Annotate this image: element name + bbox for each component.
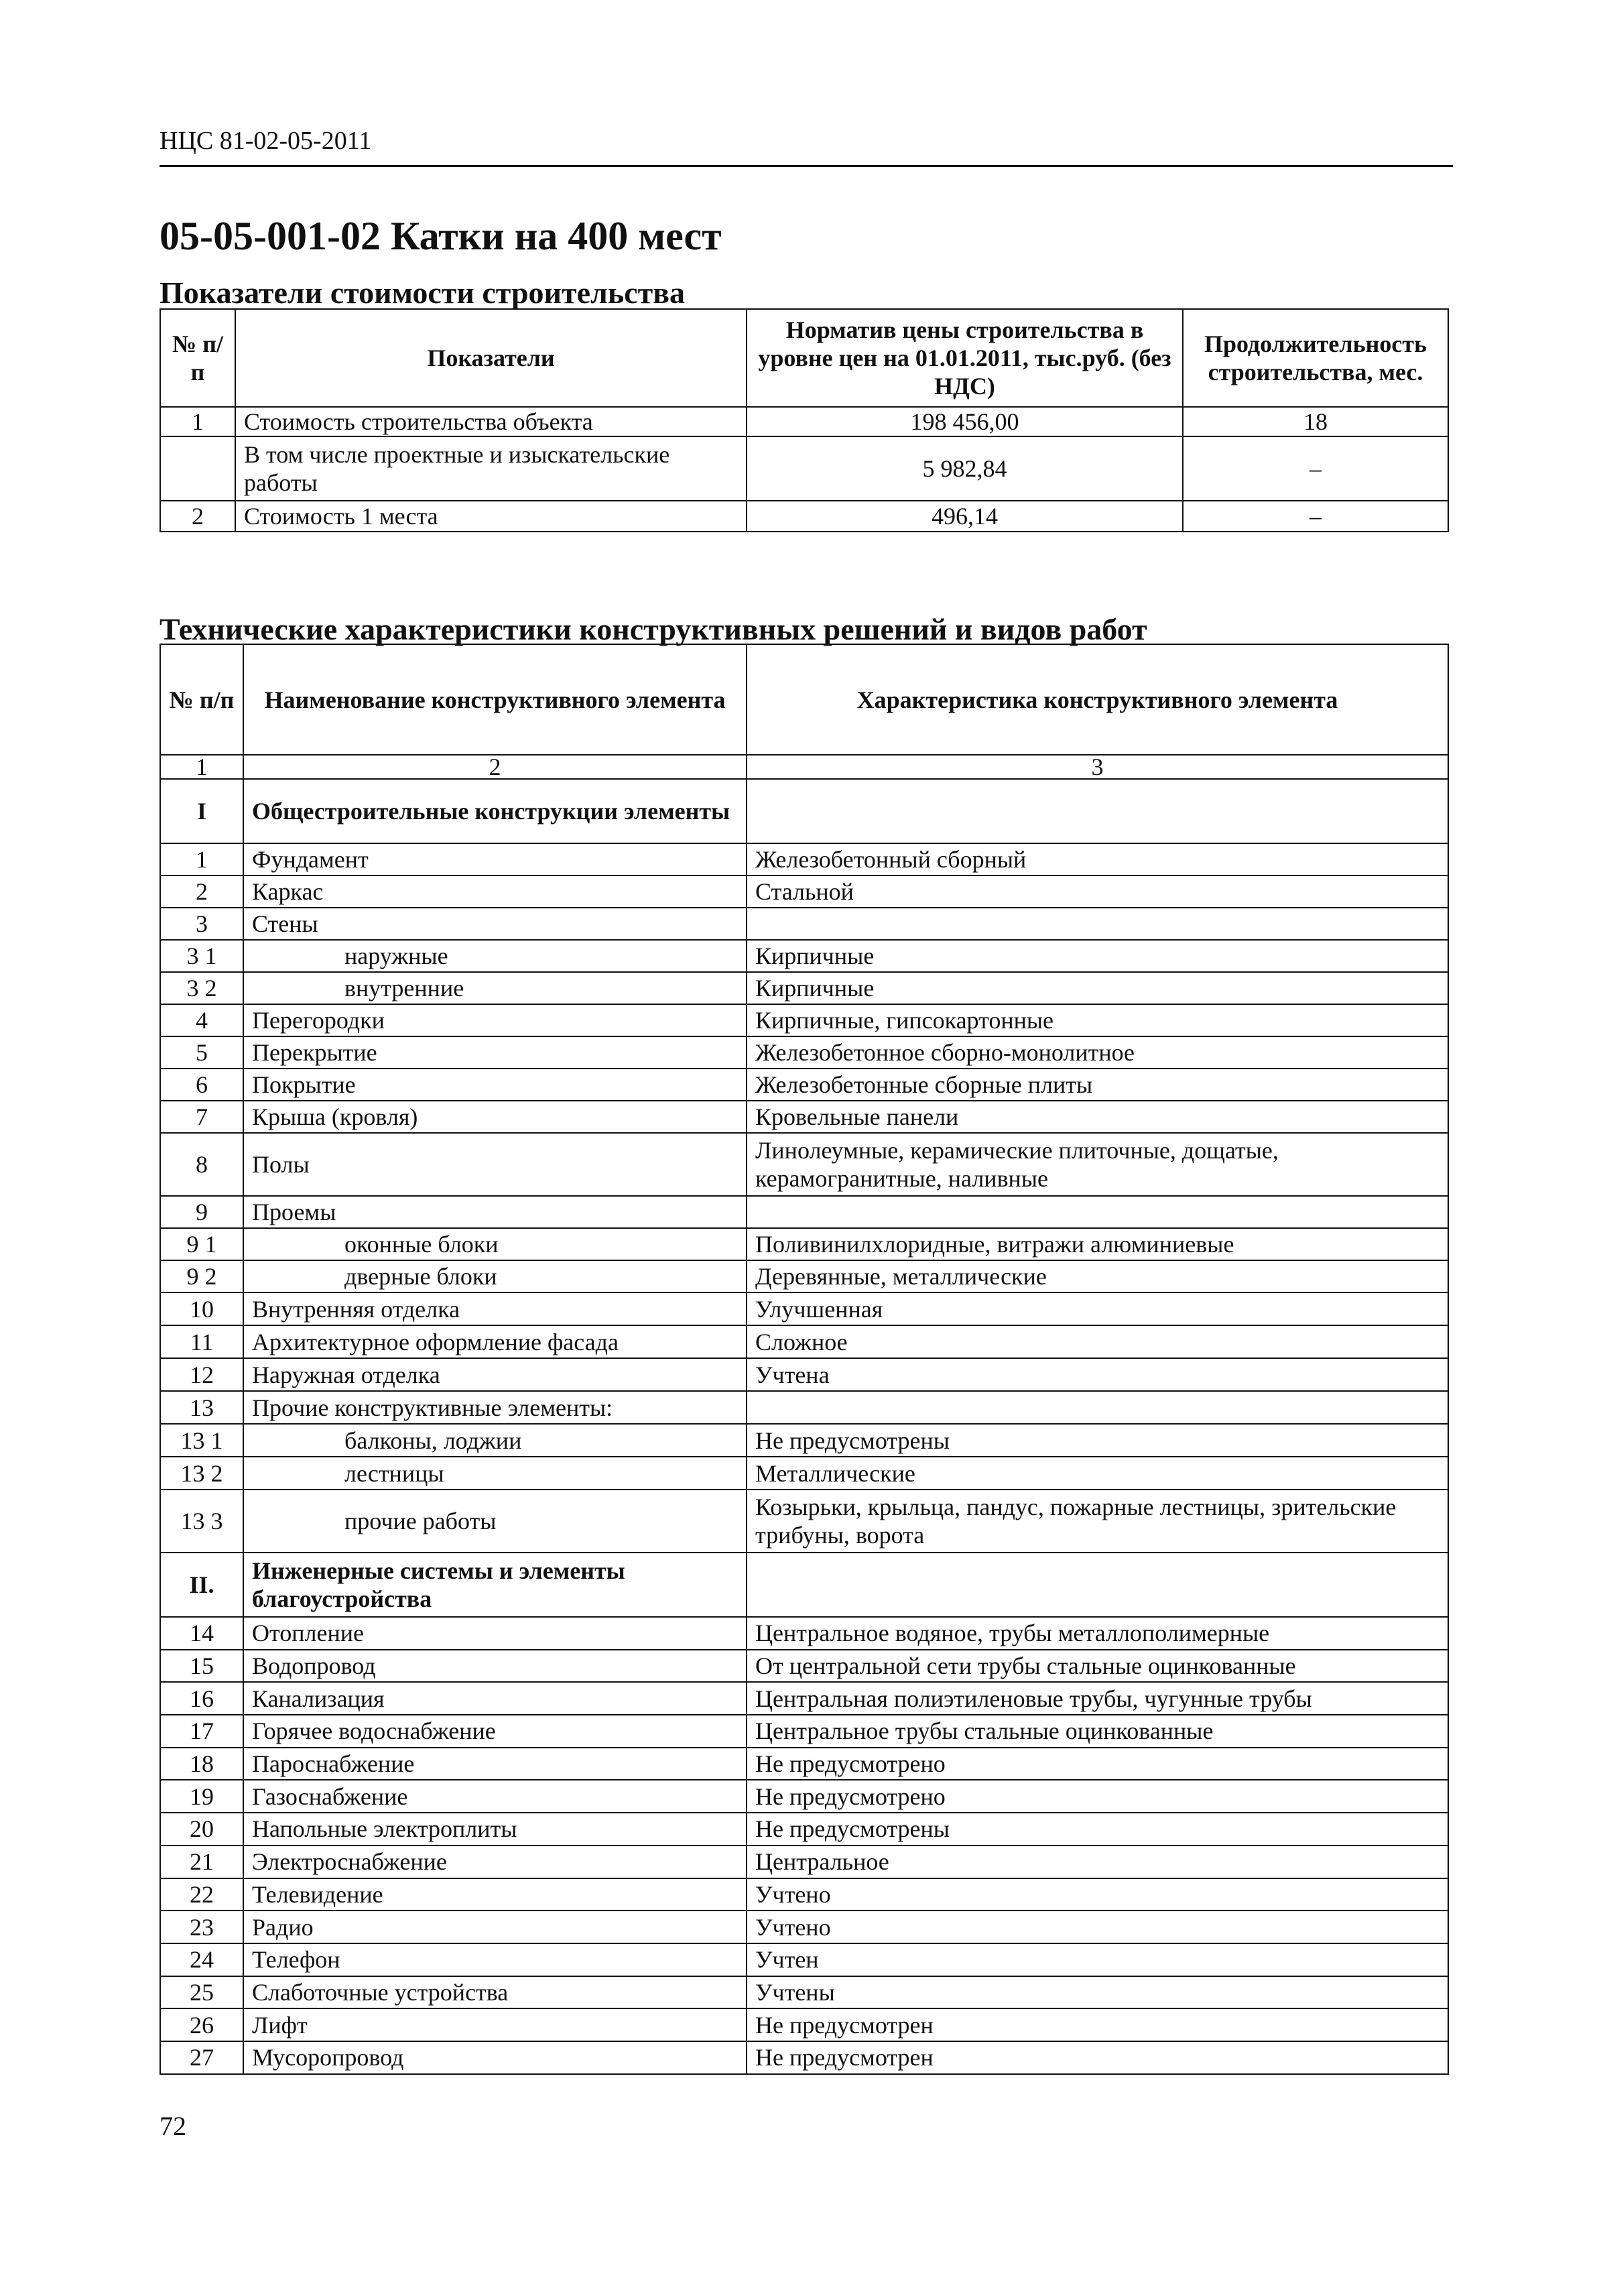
row-number: 5 [160,1036,243,1069]
table-row [160,1325,1448,1358]
row-element: внутренние [243,972,747,1004]
row-number: 13 [160,1391,243,1424]
row-number: 15 [160,1650,243,1683]
row-number: 17 [160,1715,243,1748]
cost-table [159,308,1449,532]
row-characteristic: Учтена [747,1358,1448,1391]
row-number: 25 [160,1976,243,2009]
row-characteristic: Сложное [747,1325,1448,1358]
row-element: Электроснабжение [243,1846,747,1878]
row-element: дверные блоки [243,1260,747,1292]
row-characteristic: Улучшенная [747,1292,1448,1325]
column-header-num: № п/п [160,644,243,755]
group-row [160,779,1448,843]
table-row [160,1292,1448,1325]
row-element: Перекрытие [243,1036,747,1069]
row-element: Газоснабжение [243,1780,747,1813]
row-characteristic: Центральная полиэтиленовые трубы, чугунные трубы [747,1682,1448,1715]
row-number: 1 [160,843,243,875]
row-characteristic [747,908,1448,940]
row-element: Радио [243,1911,747,1943]
row-element: Наружная отделка [243,1358,747,1391]
row-element: Пароснабжение [243,1748,747,1780]
row-number: 9 2 [160,1260,243,1292]
row-element: Водопровод [243,1650,747,1683]
table-row [160,1260,1448,1292]
row-characteristic [747,1391,1448,1424]
table-row [160,1878,1448,1911]
row-element: Проемы [243,1196,747,1228]
table-row [160,1490,1448,1553]
row-characteristic: Не предусмотрено [747,1748,1448,1780]
row-number [160,436,235,501]
page-title: 05-05-001-02 Катки на 400 мест [159,214,722,258]
row-indicator: Стоимость 1 места [235,501,747,532]
tech-table [159,644,1449,2075]
row-number: 13 1 [160,1424,243,1457]
column-number: 1 [160,755,243,779]
row-characteristic: Кирпичные [747,940,1448,972]
row-element: Телефон [243,1943,747,1976]
table-row [160,1228,1448,1260]
table-row [160,875,1448,908]
table-row [160,908,1448,940]
row-number: 13 2 [160,1457,243,1490]
table-row [160,407,1448,436]
table-row [160,1911,1448,1943]
row-number: II. [160,1553,243,1617]
row-element: Канализация [243,1682,747,1715]
row-indicator: Стоимость строительства объекта [235,407,747,436]
row-element: Внутренняя отделка [243,1292,747,1325]
row-characteristic: Железобетонное сборно-монолитное [747,1036,1448,1069]
column-number: 3 [747,755,1448,779]
row-price: 496,14 [747,501,1183,532]
row-characteristic: Стальной [747,875,1448,908]
row-element: Полы [243,1133,747,1196]
row-characteristic: Кирпичные, гипсокартонные [747,1004,1448,1036]
table-row [160,1780,1448,1813]
table-row [160,1943,1448,1976]
column-header-price: Норматив цены строительства в уровне цен на 01.01.2011, тыс.руб. (без НДС) [747,309,1183,407]
row-element: Фундамент [243,843,747,875]
row-number: 7 [160,1101,243,1133]
table-row [160,1101,1448,1133]
row-element: Горячее водоснабжение [243,1715,747,1748]
row-characteristic: Не предусмотрены [747,1813,1448,1846]
row-number: 10 [160,1292,243,1325]
row-characteristic: Учтено [747,1911,1448,1943]
row-number: 3 [160,908,243,940]
row-element: Прочие конструктивные элементы: [243,1391,747,1424]
row-number: 9 [160,1196,243,1228]
row-number: 23 [160,1911,243,1943]
row-number: 3 1 [160,940,243,972]
row-characteristic: Линолеумные, керамические плиточные, дощатые, керамогранитные, наливные [747,1133,1448,1196]
row-characteristic: Не предусмотрены [747,1424,1448,1457]
row-characteristic: Не предусмотрен [747,2008,1448,2041]
row-characteristic: Деревянные, металлические [747,1260,1448,1292]
table-row [160,501,1448,532]
row-characteristic: Кровельные панели [747,1101,1448,1133]
header-divider [159,165,1453,167]
row-element: Архитектурное оформление фасада [243,1325,747,1358]
table-row [160,1682,1448,1715]
row-characteristic [747,1553,1448,1617]
column-header-num: № п/п [160,309,235,407]
table-row [160,1976,1448,2009]
row-number: 19 [160,1780,243,1813]
row-element: прочие работы [243,1490,747,1553]
table-row [160,1846,1448,1878]
row-element: Инженерные системы и элементы благоустройства [243,1553,747,1617]
table-row [160,1196,1448,1228]
row-number: 20 [160,1813,243,1846]
table-row [160,1133,1448,1196]
row-duration: 18 [1183,407,1448,436]
row-element: Телевидение [243,1878,747,1911]
row-number: 2 [160,501,235,532]
row-element: Слаботочные устройства [243,1976,747,2009]
table-row [160,1748,1448,1780]
table-row [160,1391,1448,1424]
table-row [160,1036,1448,1069]
row-characteristic: Железобетонный сборный [747,843,1448,875]
row-element: Отопление [243,1617,747,1650]
table-row [160,1424,1448,1457]
row-number: 27 [160,2041,243,2074]
row-number: 4 [160,1004,243,1036]
row-characteristic: Учтено [747,1878,1448,1911]
row-characteristic: Металлические [747,1457,1448,1490]
column-number: 2 [243,755,747,779]
row-element: Лифт [243,2008,747,2041]
row-number: 14 [160,1617,243,1650]
row-indicator: В том числе проектные и изыскательские работы [235,436,747,501]
row-number: 16 [160,1682,243,1715]
column-header-element: Наименование конструктивного элемента [243,644,747,755]
row-element: Перегородки [243,1004,747,1036]
table-row [160,1004,1448,1036]
row-number: 6 [160,1069,243,1101]
row-element: Покрытие [243,1069,747,1101]
row-number: I [160,779,243,843]
table-row [160,1358,1448,1391]
column-header-duration: Продолжительность строительства, мес. [1183,309,1448,407]
row-characteristic: Центральное [747,1846,1448,1878]
table-row [160,1069,1448,1101]
row-element: Общестроительные конструкции элементы [243,779,747,843]
row-characteristic: Учтены [747,1976,1448,2009]
row-price: 198 456,00 [747,407,1183,436]
row-duration: – [1183,436,1448,501]
row-number: 11 [160,1325,243,1358]
row-characteristic: Центральное трубы стальные оцинкованные [747,1715,1448,1748]
row-characteristic: Козырьки, крыльца, пандус, пожарные лестницы, зрительские трибуны, ворота [747,1490,1448,1553]
row-element: оконные блоки [243,1228,747,1260]
row-number: 24 [160,1943,243,1976]
row-number: 2 [160,875,243,908]
row-number: 8 [160,1133,243,1196]
group-row [160,1553,1448,1617]
column-header-characteristic: Характеристика конструктивного элемента [747,644,1448,755]
tech-section-title: Технические характеристики конструктивных решений и видов работ [159,612,1147,646]
row-element: Каркас [243,875,747,908]
row-number: 1 [160,407,235,436]
row-price: 5 982,84 [747,436,1183,501]
row-characteristic: Центральное водяное, трубы металлополимерные [747,1617,1448,1650]
row-number: 12 [160,1358,243,1391]
table-row [160,940,1448,972]
row-element: Мусоропровод [243,2041,747,2074]
cost-section-title: Показатели стоимости строительства [159,276,686,310]
row-element: балконы, лоджии [243,1424,747,1457]
table-row [160,843,1448,875]
table-row [160,1715,1448,1748]
row-characteristic: Не предусмотрено [747,1780,1448,1813]
table-row [160,1650,1448,1683]
row-element: лестницы [243,1457,747,1490]
row-element: Стены [243,908,747,940]
row-element: наружные [243,940,747,972]
row-characteristic: Железобетонные сборные плиты [747,1069,1448,1101]
table-row [160,972,1448,1004]
table-row [160,2041,1448,2074]
row-characteristic: Не предусмотрен [747,2041,1448,2074]
row-number: 9 1 [160,1228,243,1260]
row-duration: – [1183,501,1448,532]
row-number: 26 [160,2008,243,2041]
table-row [160,436,1448,501]
row-number: 18 [160,1748,243,1780]
table-row [160,1617,1448,1650]
row-number: 22 [160,1878,243,1911]
row-element: Крыша (кровля) [243,1101,747,1133]
column-header-indicator: Показатели [235,309,747,407]
table-row [160,1813,1448,1846]
row-element: Напольные электроплиты [243,1813,747,1846]
row-characteristic: От центральной сети трубы стальные оцинкованные [747,1650,1448,1683]
row-characteristic: Поливинилхлоридные, витражи алюминиевые [747,1228,1448,1260]
row-characteristic [747,1196,1448,1228]
row-characteristic: Кирпичные [747,972,1448,1004]
row-characteristic: Учтен [747,1943,1448,1976]
row-number: 21 [160,1846,243,1878]
row-characteristic [747,779,1448,843]
table-row [160,1457,1448,1490]
row-number: 13 3 [160,1490,243,1553]
page-number: 72 [159,2111,186,2141]
document-code: НЦС 81-02-05-2011 [159,127,372,155]
row-number: 3 2 [160,972,243,1004]
table-row [160,2008,1448,2041]
